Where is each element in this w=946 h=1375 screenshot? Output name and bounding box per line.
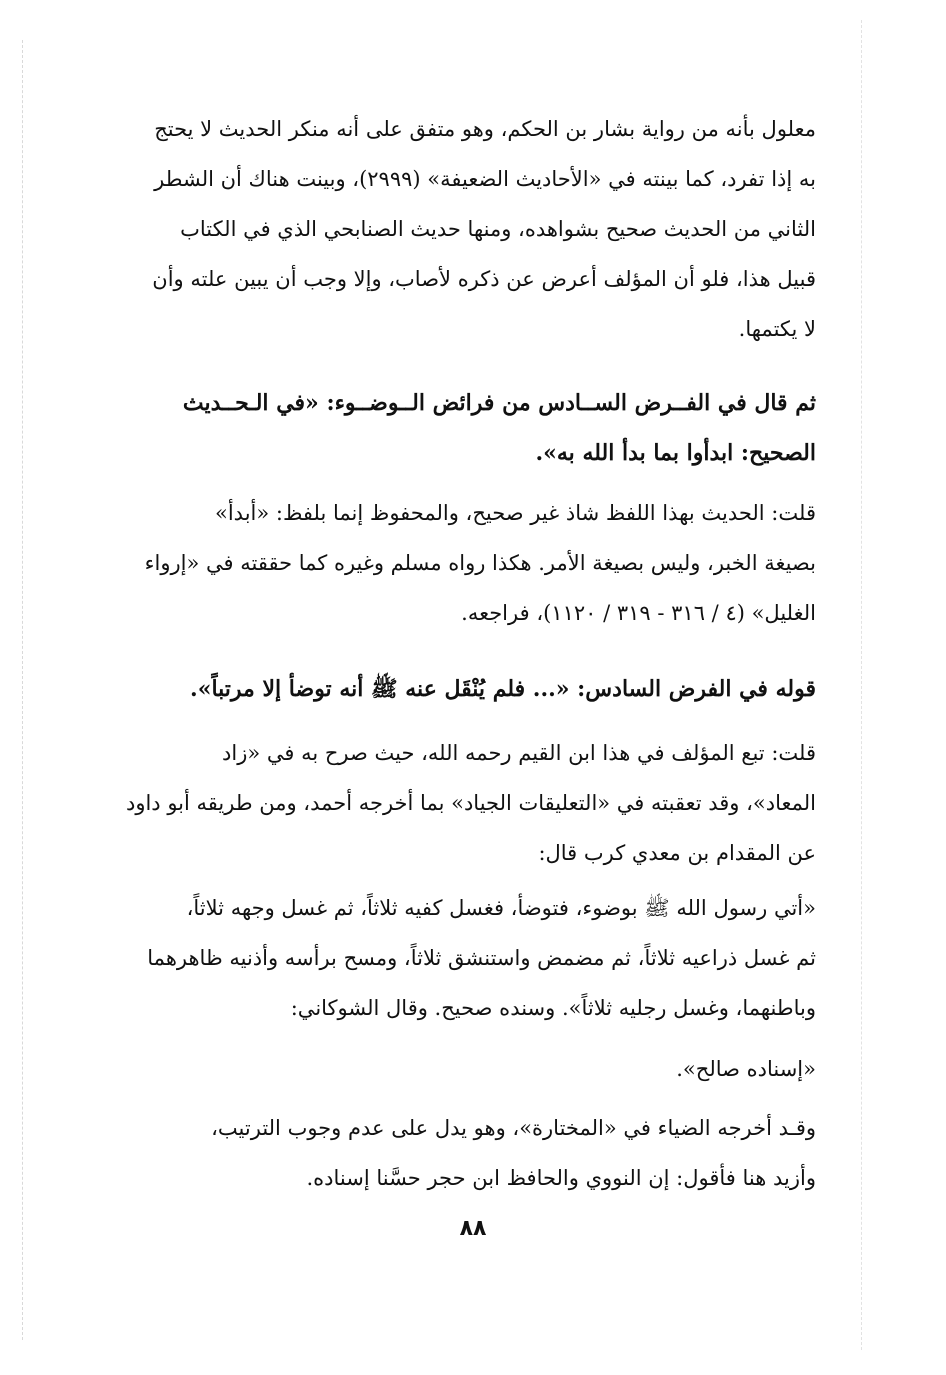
text-line: قبيل هذا، فلو أن المؤلف أعرض عن ذكره لأصاب، وإلا وجب أن يبين علته وأن <box>152 267 816 291</box>
text-line: به إذا تفرد، كما بينته في «الأحاديث الضعيفة» (٢٩٩٩)، وبينت هناك أن الشطر <box>154 167 816 191</box>
paragraph-comment-shadh <box>88 488 816 638</box>
text-line: ثم قال في الفــرض الســادس من فرائض الــوضــوء: «في الـحــديث <box>182 390 816 416</box>
text-line: الغليل» (٤ / ٣١٦ - ٣١٩ / ١١٢٠)، فراجعه. <box>461 601 816 625</box>
scan-edge-left <box>22 40 23 1340</box>
text-line: وقـد أخرجه الضياء في «المختارة»، وهو يدل على عدم وجوب الترتيب، <box>211 1116 816 1140</box>
paragraph-comment-ibn-qayyim <box>88 728 816 878</box>
page-number: ٨٨ <box>459 1216 487 1241</box>
text-line: وأزيد هنا فأقول: إن النووي والحافظ ابن حجر حسَّنا إسناده. <box>306 1166 816 1190</box>
text-line: عن المقدام بن معدي كرب قال: <box>538 841 816 865</box>
text-line: الصحيح: ابدأوا بما بدأ الله به». <box>535 440 816 466</box>
text-line: وباطنهما، وغسل رجليه ثلاثاً». وسنده صحيح. وقال الشوكاني: <box>290 996 816 1020</box>
text-line: قلت: تبع المؤلف في هذا ابن القيم رحمه الله، حيث صرح به في «زاد <box>222 741 816 765</box>
scan-edge-right <box>861 20 862 1350</box>
text-line: المعاد»، وقد تعقبته في «التعليقات الجياد» بما أخرجه أحمد، ومن طريقه أبو داود <box>125 791 816 815</box>
text-line: قلت: الحديث بهذا اللفظ شاذ غير صحيح، والمحفوظ إنما بلفظ: «أبدأ» <box>215 501 816 525</box>
paragraph-conclusion <box>88 1103 816 1203</box>
text-line: قوله في الفرض السادس: «... فلم يُنْقَل عنه ﷺ أنه توضأ إلا مرتباً». <box>190 676 816 702</box>
text-line: لا يكتمها. <box>738 317 816 341</box>
text-line: معلول بأنه من رواية بشار بن الحكم، وهو متفق على أنه منكر الحديث لا يحتج <box>154 117 816 141</box>
text-line: بصيغة الخبر، وليس بصيغة الأمر. هكذا رواه مسلم وغيره كما حققته في «إرواء <box>144 551 816 575</box>
text-line: الثاني من الحديث صحيح بشواهده، ومنها حديث الصنابحي الذي في الكتاب <box>180 217 816 241</box>
paragraph-hadith-criticism <box>88 104 816 354</box>
text-line: «أتي رسول الله ﷺ بوضوء، فتوضأ، فغسل كفيه ثلاثاً، ثم غسل وجهه ثلاثاً، <box>186 896 816 920</box>
quoted-heading-tartib <box>88 664 816 714</box>
paragraph-shawkani-quote <box>88 1044 816 1094</box>
text-line: «إسناده صالح». <box>676 1057 816 1081</box>
quoted-heading-sixth-obligation <box>88 378 816 478</box>
paragraph-hadith-text <box>88 883 816 1033</box>
text-line: ثم غسل ذراعيه ثلاثاً، ثم مضمض واستنشق ثلاثاً، ومسح برأسه وأذنيه ظاهرهما <box>147 946 816 970</box>
